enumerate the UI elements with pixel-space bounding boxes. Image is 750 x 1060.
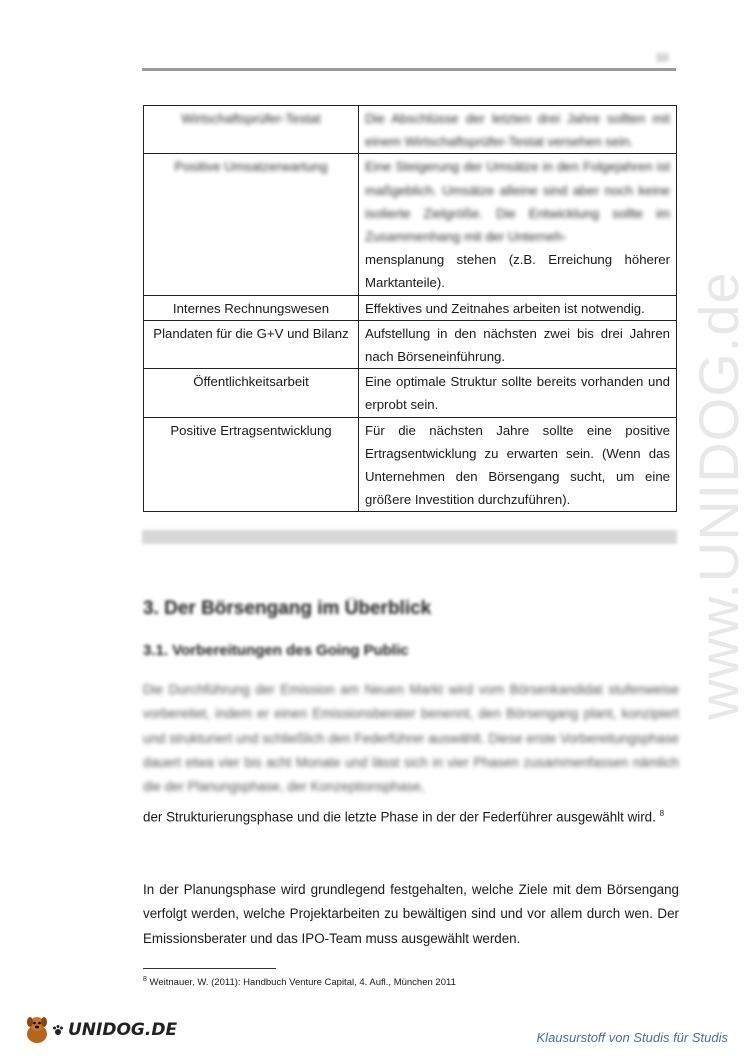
logo-text: UNIDOG.DE [68, 1020, 178, 1040]
table-row [144, 369, 677, 417]
table-row [144, 295, 677, 320]
table-row [144, 417, 677, 512]
footnote-reference[interactable]: 8 [659, 809, 665, 818]
section-heading: 3. Der Börsengang im Überblick [143, 598, 432, 619]
footer-slogan: Klausurstoff von Studis für Studis [536, 1030, 728, 1045]
table-bottom-blur [142, 530, 677, 544]
footnote [143, 976, 456, 988]
page-number: 10 [656, 52, 669, 64]
table-cell-text [359, 154, 677, 295]
footnote-rule [143, 968, 276, 969]
table-row [144, 106, 677, 154]
paragraph-clear [143, 802, 679, 830]
table-cell-label: Internes Rechnungswesen [144, 295, 359, 320]
unidog-logo [22, 1014, 177, 1046]
table-cell-label: Plandaten für die G+V und Bilanz [144, 320, 359, 368]
paragraph-text: der Strukturierungsphase und die letzte Phase in der der Federführer ausgewählt wird. [143, 809, 656, 825]
clear-text-segment: mensplanung stehen (z.B. Erreichung höherer Marktanteile). [365, 252, 670, 291]
paw-icon [52, 1024, 64, 1036]
table-row [144, 154, 677, 295]
table-cell-label: Wirtschaftsprüfer-Testat [144, 106, 359, 154]
table-cell-text: Eine optimale Struktur sollte bereits vorhanden und erprobt sein. [359, 369, 677, 417]
table-row [144, 320, 677, 368]
footnote-text: Weitnauer, W. (2011): Handbuch Venture Capital, 4. Aufl., München 2011 [149, 977, 456, 989]
table-cell-label: Positive Umsatzerwartung [144, 154, 359, 295]
table-cell-label: Positive Ertragsentwicklung [144, 417, 359, 512]
footnote-number: 8 [143, 976, 147, 983]
paragraph-planning-phase: In der Planungsphase wird grundlegend festgehalten, welche Ziele mit dem Börsengang verfolgt werden, welche Projektarbeiten zu bewältigen sind und vor allem durch wen. Der Emissionsberater und das IPO-Team muss ausgewählt werden. [143, 882, 679, 946]
table-cell-label: Öffentlichkeitsarbeit [144, 369, 359, 417]
paragraph-blurred: Die Durchführung der Emission am Neuen Markt wird vom Börsenkandidat stufenweise vorbereitet, indem er einen Emissionsberater benennt, den Börsengang plant, konzipiert und strukturiert und schließlich den Federführer auswählt. Diese erste Vorbereitungsphase dauert etwa vier bis acht Monate und lässt sich in vier Phasen zusammenfassen nämlich die der Planungsphase, der Konzeptionsphase, [143, 682, 679, 795]
blurred-text-segment: Eine Steigerung der Umsätze in den Folgejahren ist maßgeblich. Umsätze alleine sind aber noch keine isolierte Zielgröße. Die Entwicklung sollte im Zusammenhang mit der Unterneh- [365, 159, 670, 245]
requirements-table [143, 105, 677, 512]
table-cell-text: Aufstellung in den nächsten zwei bis drei Jahren nach Börseneinführung. [359, 320, 677, 368]
watermark: www.UNIDOG.de [687, 271, 750, 720]
table-cell-text: Für die nächsten Jahre sollte eine positive Ertragsentwicklung zu erwarten sein. (Wenn das Unternehmen den Börsengang sucht, um eine größere Investition durchzuführen). [359, 417, 677, 512]
table-cell-text: Effektives und Zeitnahes arbeiten ist notwendig. [359, 295, 677, 320]
dog-icon [22, 1014, 52, 1046]
header-rule [142, 68, 676, 71]
subsection-heading: 3.1. Vorbereitungen des Going Public [143, 642, 409, 659]
table-cell-text: Die Abschlüsse der letzten drei Jahre sollten mit einem Wirtschaftsprüfer-Testat versehen sein. [359, 106, 677, 154]
